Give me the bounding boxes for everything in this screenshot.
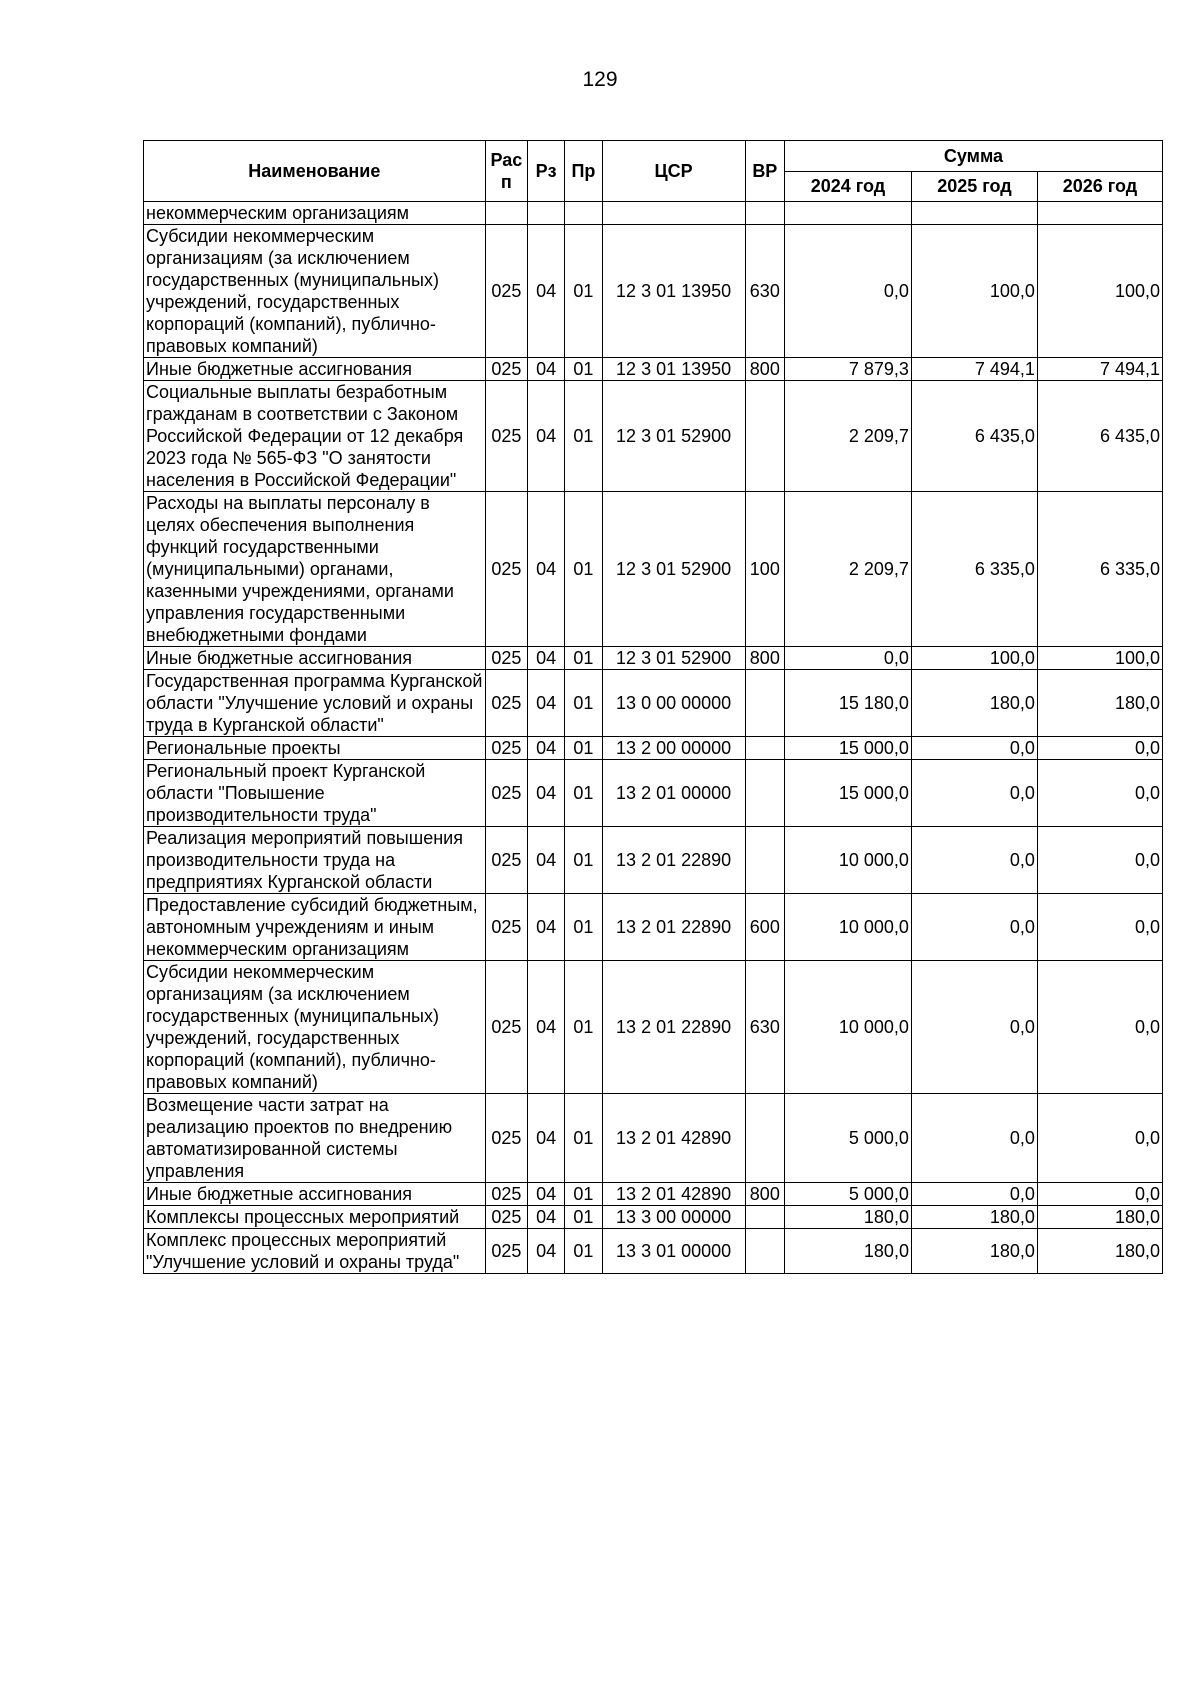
cell-2024: 0,0 [784, 225, 911, 358]
cell-2024: 10 000,0 [784, 894, 911, 961]
cell-rz: 04 [528, 737, 565, 760]
cell-2026: 7 494,1 [1037, 358, 1162, 381]
table-body [144, 202, 1163, 1274]
cell-name: Государственная программа Курганской области "Улучшение условий и охраны труда в Курганской области" [144, 670, 486, 737]
cell-rz: 04 [528, 961, 565, 1094]
cell-pr: 01 [565, 827, 602, 894]
table-row [144, 225, 1163, 358]
header-sum: Сумма [784, 141, 1162, 172]
cell-name: Предоставление субсидий бюджетным, автономным учреждениям и иным некоммерческим организациям [144, 894, 486, 961]
cell-csr: 13 3 01 00000 [602, 1229, 745, 1274]
cell-2026: 6 335,0 [1037, 492, 1162, 647]
table-row [144, 358, 1163, 381]
cell-2025: 6 335,0 [911, 492, 1037, 647]
cell-2026: 0,0 [1037, 737, 1162, 760]
table-row [144, 647, 1163, 670]
cell-csr: 12 3 01 13950 [602, 225, 745, 358]
table-row [144, 381, 1163, 492]
cell-vr [745, 670, 784, 737]
cell-vr [745, 202, 784, 225]
table-row [144, 827, 1163, 894]
cell-2025: 0,0 [911, 1183, 1037, 1206]
cell-csr: 13 2 01 00000 [602, 760, 745, 827]
cell-rasp: 025 [485, 670, 527, 737]
cell-2026: 180,0 [1037, 670, 1162, 737]
cell-pr: 01 [565, 894, 602, 961]
table-row [144, 1094, 1163, 1183]
cell-pr: 01 [565, 760, 602, 827]
cell-rasp: 025 [485, 961, 527, 1094]
cell-2024: 2 209,7 [784, 381, 911, 492]
cell-vr: 800 [745, 1183, 784, 1206]
cell-csr: 12 3 01 52900 [602, 381, 745, 492]
cell-rz: 04 [528, 381, 565, 492]
cell-pr: 01 [565, 1206, 602, 1229]
cell-vr: 600 [745, 894, 784, 961]
cell-2026: 100,0 [1037, 225, 1162, 358]
cell-2026: 0,0 [1037, 827, 1162, 894]
cell-pr: 01 [565, 737, 602, 760]
cell-2026: 100,0 [1037, 647, 1162, 670]
cell-name: Социальные выплаты безработным гражданам в соответствии с Законом Российской Федерации от 12 декабря 2023 года № 565-ФЗ "О занятости населения в Российской Федерации" [144, 381, 486, 492]
cell-rasp: 025 [485, 737, 527, 760]
cell-2026: 0,0 [1037, 961, 1162, 1094]
cell-name: Иные бюджетные ассигнования [144, 647, 486, 670]
header-name: Наименование [144, 141, 486, 202]
cell-2025: 180,0 [911, 670, 1037, 737]
cell-rz: 04 [528, 894, 565, 961]
cell-2025: 180,0 [911, 1229, 1037, 1274]
cell-2025: 0,0 [911, 827, 1037, 894]
header-rasp: Рас п [485, 141, 527, 202]
cell-rz: 04 [528, 827, 565, 894]
cell-vr [745, 1229, 784, 1274]
budget-table [143, 140, 1163, 1274]
cell-rz: 04 [528, 670, 565, 737]
cell-rz: 04 [528, 647, 565, 670]
cell-2024: 7 879,3 [784, 358, 911, 381]
cell-csr: 13 3 00 00000 [602, 1206, 745, 1229]
cell-pr: 01 [565, 225, 602, 358]
cell-pr: 01 [565, 1183, 602, 1206]
table-row [144, 492, 1163, 647]
cell-2024: 180,0 [784, 1206, 911, 1229]
table-row [144, 961, 1163, 1094]
table-row [144, 1229, 1163, 1274]
cell-csr: 13 2 01 42890 [602, 1094, 745, 1183]
table-row [144, 202, 1163, 225]
cell-name: некоммерческим организациям [144, 202, 486, 225]
cell-name: Субсидии некоммерческим организациям (за исключением государственных (муниципальных) учреждений, государственных корпораций (компаний), публично-правовых компаний) [144, 961, 486, 1094]
cell-2024: 5 000,0 [784, 1094, 911, 1183]
header-year-2025: 2025 год [911, 171, 1037, 202]
cell-rz: 04 [528, 1229, 565, 1274]
cell-2025: 100,0 [911, 647, 1037, 670]
cell-2025: 180,0 [911, 1206, 1037, 1229]
cell-2025: 6 435,0 [911, 381, 1037, 492]
table-row [144, 670, 1163, 737]
cell-name: Субсидии некоммерческим организациям (за исключением государственных (муниципальных) учреждений, государственных корпораций (компаний), публично-правовых компаний) [144, 225, 486, 358]
cell-2026 [1037, 202, 1162, 225]
header-vr: ВР [745, 141, 784, 202]
table-row [144, 1183, 1163, 1206]
cell-pr: 01 [565, 381, 602, 492]
cell-2024: 10 000,0 [784, 827, 911, 894]
cell-name: Расходы на выплаты персоналу в целях обеспечения выполнения функций государственными (муниципальными) органами, казенными учреждениями, органами управления государственными внебюджетными фондами [144, 492, 486, 647]
cell-2025: 0,0 [911, 760, 1037, 827]
cell-csr: 12 3 01 52900 [602, 492, 745, 647]
cell-2024: 15 180,0 [784, 670, 911, 737]
table-header [144, 141, 1163, 202]
cell-rasp: 025 [485, 1183, 527, 1206]
cell-2026: 0,0 [1037, 1183, 1162, 1206]
cell-csr: 13 2 01 22890 [602, 827, 745, 894]
cell-2024: 10 000,0 [784, 961, 911, 1094]
cell-pr: 01 [565, 670, 602, 737]
cell-pr: 01 [565, 492, 602, 647]
cell-2025: 7 494,1 [911, 358, 1037, 381]
cell-2024: 180,0 [784, 1229, 911, 1274]
cell-2024: 0,0 [784, 647, 911, 670]
cell-rasp: 025 [485, 1206, 527, 1229]
cell-2026: 180,0 [1037, 1206, 1162, 1229]
cell-rz: 04 [528, 1206, 565, 1229]
cell-2024: 2 209,7 [784, 492, 911, 647]
cell-2026: 180,0 [1037, 1229, 1162, 1274]
cell-pr: 01 [565, 358, 602, 381]
cell-2025: 0,0 [911, 1094, 1037, 1183]
cell-2025: 0,0 [911, 737, 1037, 760]
cell-2024: 5 000,0 [784, 1183, 911, 1206]
cell-2025: 100,0 [911, 225, 1037, 358]
cell-rasp: 025 [485, 760, 527, 827]
cell-pr: 01 [565, 1094, 602, 1183]
cell-rz: 04 [528, 1094, 565, 1183]
cell-name: Региональные проекты [144, 737, 486, 760]
cell-rz: 04 [528, 225, 565, 358]
cell-2024: 15 000,0 [784, 737, 911, 760]
cell-pr: 01 [565, 1229, 602, 1274]
table-row [144, 760, 1163, 827]
cell-2025 [911, 202, 1037, 225]
cell-vr: 800 [745, 358, 784, 381]
cell-vr: 630 [745, 225, 784, 358]
cell-vr [745, 1206, 784, 1229]
cell-2026: 0,0 [1037, 760, 1162, 827]
table-row [144, 894, 1163, 961]
page-number: 129 [582, 68, 618, 91]
cell-vr: 100 [745, 492, 784, 647]
header-rz: Рз [528, 141, 565, 202]
cell-name: Возмещение части затрат на реализацию проектов по внедрению автоматизированной системы управления [144, 1094, 486, 1183]
cell-2025: 0,0 [911, 961, 1037, 1094]
header-csr: ЦСР [602, 141, 745, 202]
table-row [144, 737, 1163, 760]
cell-vr: 630 [745, 961, 784, 1094]
cell-csr: 13 0 00 00000 [602, 670, 745, 737]
cell-rasp: 025 [485, 894, 527, 961]
cell-rasp: 025 [485, 1094, 527, 1183]
cell-csr: 13 2 00 00000 [602, 737, 745, 760]
cell-2026: 0,0 [1037, 1094, 1162, 1183]
cell-name: Комплекс процессных мероприятий "Улучшение условий и охраны труда" [144, 1229, 486, 1274]
cell-2026: 0,0 [1037, 894, 1162, 961]
cell-name: Реализация мероприятий повышения производительности труда на предприятиях Курганской области [144, 827, 486, 894]
cell-pr: 01 [565, 647, 602, 670]
cell-name: Региональный проект Курганской области "Повышение производительности труда" [144, 760, 486, 827]
cell-pr: 01 [565, 961, 602, 1094]
cell-rasp: 025 [485, 827, 527, 894]
cell-vr: 800 [745, 647, 784, 670]
cell-rz: 04 [528, 358, 565, 381]
cell-2026: 6 435,0 [1037, 381, 1162, 492]
cell-name: Иные бюджетные ассигнования [144, 1183, 486, 1206]
cell-csr: 12 3 01 52900 [602, 647, 745, 670]
cell-csr [602, 202, 745, 225]
cell-vr [745, 760, 784, 827]
cell-csr: 13 2 01 22890 [602, 961, 745, 1094]
cell-rasp [485, 202, 527, 225]
cell-2024: 15 000,0 [784, 760, 911, 827]
cell-name: Иные бюджетные ассигнования [144, 358, 486, 381]
cell-rz: 04 [528, 760, 565, 827]
cell-2025: 0,0 [911, 894, 1037, 961]
cell-rasp: 025 [485, 381, 527, 492]
cell-csr: 12 3 01 13950 [602, 358, 745, 381]
cell-rasp: 025 [485, 492, 527, 647]
cell-csr: 13 2 01 22890 [602, 894, 745, 961]
cell-rasp: 025 [485, 225, 527, 358]
cell-rz: 04 [528, 492, 565, 647]
cell-2024 [784, 202, 911, 225]
cell-rasp: 025 [485, 1229, 527, 1274]
cell-pr [565, 202, 602, 225]
cell-vr [745, 827, 784, 894]
cell-vr [745, 737, 784, 760]
cell-rasp: 025 [485, 358, 527, 381]
cell-name: Комплексы процессных мероприятий [144, 1206, 486, 1229]
cell-vr [745, 381, 784, 492]
header-year-2026: 2026 год [1037, 171, 1162, 202]
header-pr: Пр [565, 141, 602, 202]
header-year-2024: 2024 год [784, 171, 911, 202]
table-row [144, 1206, 1163, 1229]
cell-vr [745, 1094, 784, 1183]
cell-csr: 13 2 01 42890 [602, 1183, 745, 1206]
cell-rz: 04 [528, 1183, 565, 1206]
cell-rz [528, 202, 565, 225]
cell-rasp: 025 [485, 647, 527, 670]
